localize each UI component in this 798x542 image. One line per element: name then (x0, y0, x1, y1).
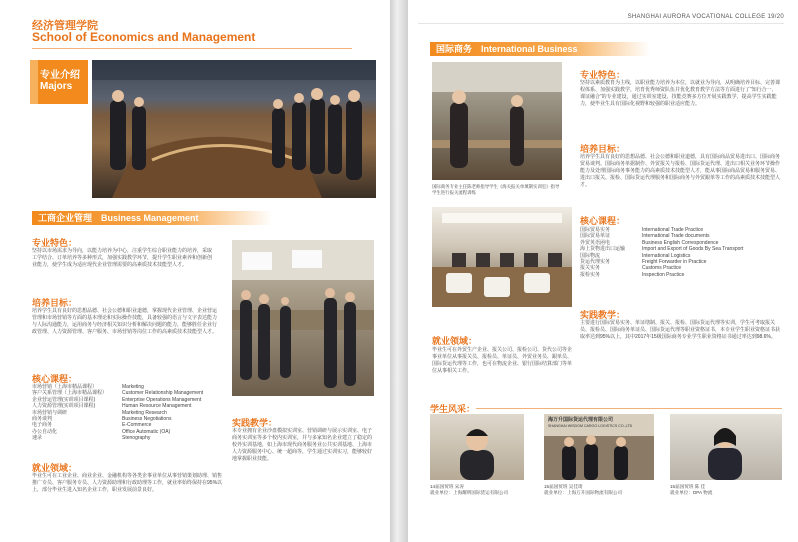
left-page (0, 0, 390, 542)
company-sign-cn: 海万升国际货运代理有限公司 (548, 417, 614, 423)
employment-text: 毕业生可在工业企业、商业企业、金融机构等各类企事业单位从事营销策划助理、销售推广专员、客户服务专员、人力资源助理和行政助理等工作，就业率始终保持在95%以上，部分毕业生进入知名企业工作，职业发展前景良好。 (32, 473, 223, 493)
intl-course-en-item: Inspection Practice (642, 271, 685, 278)
intl-course-en-item: International Logistics (642, 252, 691, 259)
course-cn-item: 人力资源管理(实训项目课程) (32, 403, 96, 410)
course-cn-item: 速录 (32, 435, 43, 442)
employment-heading: 就业领域： (32, 463, 78, 473)
intl-core-courses-heading: 核心课程： (580, 216, 626, 226)
trade-lab-illustration (432, 207, 572, 307)
intl-course-cn-item: 国际物流 (580, 252, 601, 259)
core-courses-en-list (122, 384, 222, 442)
intl-courses-cn-list (580, 227, 642, 278)
student-photo-1 (430, 414, 524, 480)
course-cn-item: 商务谈判 (32, 416, 53, 423)
course-en-item: Human Resource Management (122, 403, 192, 410)
course-cn-item: 办公自动化 (32, 428, 58, 435)
intl-course-cn-item: 货运代理实务 (580, 259, 611, 266)
intl-employment-text: 毕业生可在外贸生产企业、报关公司、报检公司、货代公司等企事业单位从事报关员、报检员、单证员、外贸业务员、跟单员、国际货运代理等工作，也可在物流企业、银行国际结算部门等单位从事相关工作。 (432, 347, 573, 374)
practice-text: 本专业拥有企业沙盘模拟实训室、营销调研与展示实训室、电子商务实训室等多个校内实训室，并与多家知名企业建立了稳定的校外实训基地，如上海市现代商务服务业公共实训基地、上海市人力资源服务中心、统一超商等，学生通过实训实习，能够较好地掌握职业技能。 (232, 428, 373, 462)
intl-employment-heading: 就业领域： (432, 336, 478, 346)
course-cn-item: 企业营运管理(实训项目课程) (32, 396, 96, 403)
intl-goals-heading: 培养目标： (580, 144, 626, 154)
majors-badge (30, 60, 88, 104)
student-3-portrait (670, 414, 782, 480)
goals-text: 培养学生具有良好的思想品德、社会公德和职业道德，掌握现代企业管理、企业营运管理和市场营销等方面的基本理论和实际操作技能，具备较强的语言与文字表达能力与人际沟通能力，运用商务与经济相关知识分析和解决问题的能力，能够胜任企业行政管理、人力资源管理、客户服务、市场营销等岗位工作的高素质技术技能型人才。 (32, 308, 218, 335)
course-en-item: Enterprise Operations Management (122, 396, 202, 403)
core-courses-heading: 核心课程： (32, 374, 78, 384)
page-header: SHANGHAI AURORA VOCATIONAL COLLEGE 19/20 (627, 14, 784, 20)
course-cn-item: 电子商务 (32, 422, 53, 429)
student-1-portrait (430, 414, 524, 480)
intl-course-cn-item: 国际贸易实务 (580, 227, 611, 233)
intl-course-cn-item: 报检实务 (580, 271, 601, 278)
student-2-employer: 就业单位：上海万升国际物流有限公司 (544, 490, 623, 495)
course-cn-item: 市场营销与调研 (32, 409, 68, 416)
intl-practice-text: 主要进行国际贸易实务、单证缮制、报关、报检、国际货运代理等实训，学生可考取报关员、报检员、国际商务单证员、国际货运代理等职业资格证书，本专业学生职业资格证书获取率达到95%以上，其中2017年15级国际商务专业学生职业资格证书通过率达到98.6%。 (580, 320, 781, 340)
student-photo-3 (670, 414, 782, 480)
students-rule (476, 408, 782, 409)
practice-heading: 实践教学： (232, 418, 278, 428)
college-title-cn: 经济管理学院 (32, 20, 98, 32)
intl-features-heading: 专业特色： (580, 70, 626, 80)
intl-practice-heading: 实践教学： (580, 310, 626, 320)
course-en-item: Stenography (122, 435, 151, 442)
intl-course-en-item: Freight Forwarder in Practice (642, 259, 707, 266)
intl-section-bar: 国际商务 International Business (430, 42, 650, 56)
student-2-name: 15届国贸班 吴佳琦 (544, 484, 583, 489)
goals-heading: 培养目标： (32, 298, 78, 308)
course-cn-item: 客户关系管理（上海市精品课程） (32, 390, 108, 397)
student-photo-2 (544, 414, 654, 480)
majors-label-en: Majors (40, 81, 73, 92)
customs-class-photo (432, 62, 562, 180)
student-3-name: 15届国贸班 陈 佳 (670, 484, 706, 489)
intl-course-en-item: International Trade documents (642, 233, 710, 240)
classroom-illustration (92, 60, 376, 198)
features-heading: 专业特色： (32, 238, 78, 248)
majors-label-cn: 专业介绍 (40, 70, 80, 81)
features-text: 坚持以市场需求为导向，以能力培养为中心，注重学生综合职业能力的培养，采取工学结合、订单培养等多种形式，加强实践教学环节，提升学生职业素养和创新创业能力，使学生成为适应现代企业管理需要的高素质技术技能型人才。 (32, 248, 213, 268)
header-rule (418, 23, 784, 24)
intl-course-cn-item: 国际贸易单证 (580, 233, 611, 240)
college-title-en: School of Economics and Management (32, 30, 256, 44)
intl-features-text: 坚持以素质教育为主线，以职业能力培养为本位，以就业为导向，从明确培养目标、完善课程体系、加强实践教学，培育优秀师资队伍并优化教育教学方法等方面进行了“知行合一、课证融合”的专业建设，通过实训室建设、技能竞赛多方位开展实践教学，提高学生实践能力，使毕业生具有国际化视野和较强的职业适应能力。 (580, 80, 781, 107)
student-3-caption (670, 484, 782, 496)
trade-lab-photo (432, 207, 572, 307)
right-page (408, 0, 798, 542)
intl-courses-en-list (642, 227, 782, 278)
section-title-bar: 工商企业管理 Business Management (32, 211, 272, 225)
customs-photo-caption: 国际商务专业主任陈老师指导学生《海关报关单填制实训室》指导学生进行报关流程训练 (432, 184, 560, 195)
course-en-item: Marketing Research (122, 409, 167, 416)
course-en-item: Business Negotiations (122, 416, 172, 423)
student-3-employer: 就业单位：DPA 物流 (670, 490, 713, 495)
office-illustration (232, 240, 374, 396)
office-photo (232, 240, 374, 396)
intl-course-en-item: International Trade Practice (642, 227, 704, 233)
student-1-employer: 就业单位：上海耀明国际货运有限公司 (430, 490, 509, 495)
student-1-name: 14届国贸班 宋涛 (430, 484, 464, 489)
intl-course-en-item: Import and Export of Goods By Sea Transport (642, 246, 744, 253)
classroom-photo (92, 60, 376, 198)
intl-course-en-item: Business English Correspondence (642, 239, 719, 246)
students-heading: 学生风采： (430, 404, 476, 414)
intl-course-cn-item: 外贸英语函电 (580, 239, 611, 246)
intl-course-cn-item: 海上货物进出口运输 (580, 246, 626, 253)
intl-goals-text: 培养学生具有良好的思想品德、社会公德和职业道德，具有国际商品贸易进出口、国际商务贸易谈判、国际商务单据制作、外贸报关与报检、国际货运代理、进出口相关业务环节操作能力及处理国际商务事务能力的高素质技术技能型人才，能从事国际商品贸易和服务贸易、进出口报关、报检、国际货运代理服务和国际商务与外贸跟单等工作的高素质技术技能型人才。 (580, 154, 781, 188)
student-1-caption (430, 484, 526, 496)
course-en-item: Customer Relationship Management (122, 390, 204, 397)
company-sign-en: SHANGHAI WISDOM CARGO LOGISTICS CO.,LTD (548, 424, 633, 428)
course-en-item: E-Commerce (122, 422, 152, 429)
intl-course-cn-item: 报关实务 (580, 265, 601, 272)
student-2-caption (544, 484, 656, 496)
course-en-item: Marketing (122, 384, 144, 390)
intl-course-en-item: Customs Practice (642, 265, 682, 272)
spread-gutter (390, 0, 408, 542)
core-courses-cn-list (32, 384, 122, 442)
course-cn-item: 市场营销（上海市精品课程） (32, 384, 98, 390)
title-rule (32, 48, 352, 49)
customs-class-illustration (432, 62, 562, 180)
course-en-item: Office Automatic (OA) (122, 428, 171, 435)
